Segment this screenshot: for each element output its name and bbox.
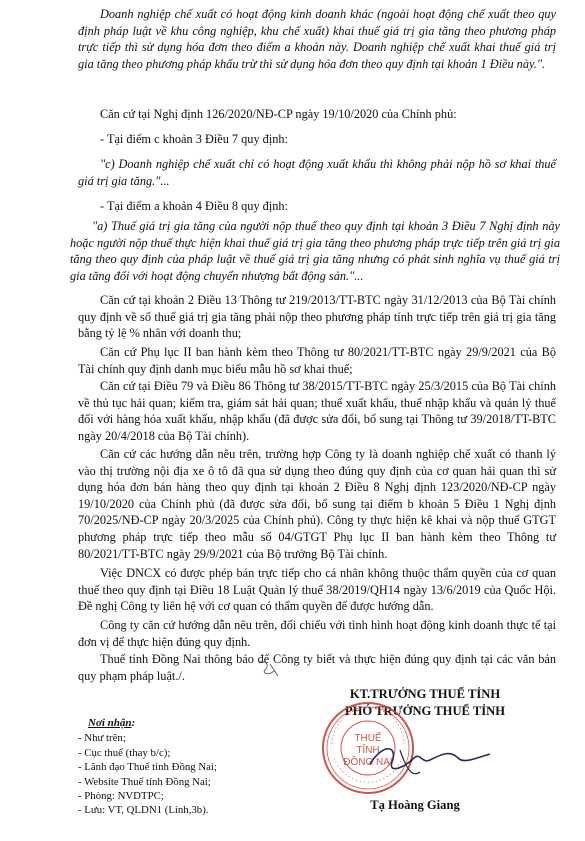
stamp-line1: THUẾ [354,733,382,744]
paragraph-notice: Thuế tỉnh Đồng Nai thông báo để Công ty biết và thực hiện đúng quy định tại các văn bản quy phạm pháp luật./. [78,652,556,683]
recipient-item: - Như trên; [78,732,126,745]
recipient-item: - Lưu: VT, QLDN1 (Linh,3b). [78,804,209,817]
signature-title-line1: KT.TRƯỞNG THUẾ TỈNH [349,687,501,701]
paragraph-appendix-ii: Căn cứ Phụ lục II ban hành kèm theo Thông tư 80/2021/TT-BTC ngày 29/9/2021 của Bộ Tài chính quy định danh mục biểu mẫu hồ sơ khai thuế; [78,345,556,376]
signature-block [290,686,560,816]
stamp-line2: TỈNH [356,745,380,756]
quoted-paragraph-c: "c) Doanh nghiệp chế xuất chỉ có hoạt động xuất khẩu thì không phải nộp hồ sơ khai thuế giá trị gia tăng."... [78,157,556,188]
paragraph-decree-126: Căn cứ tại Nghị định 126/2020/NĐ-CP ngày 19/10/2020 của Chính phủ: [100,107,457,121]
quoted-paragraph-a: "a) Thuế giá trị gia tăng của người nộp thuế theo quy định tại khoản 3 Điều 7 Nghị định này hoặc người nộp thuế thực hiện khai thuế giá trị gia tăng theo phương pháp trực tiếp trên giá trị gia tăng theo quy định của pháp luật về thuế giá trị gia tăng nhưng có phát sinh nghĩa vụ thuế giá trị gia tăng đối với hoạt động chuyển nhượng bất động sản."... [70,219,560,283]
signer-name: Tạ Hoàng Giang [370,798,460,812]
stamp-line3: ĐỒNG NAI [343,757,393,768]
recipient-item: - Lãnh đạo Thuế tỉnh Đồng Nai; [78,761,217,774]
handwritten-signature-icon [360,728,510,788]
recipient-item: - Website Thuế tỉnh Đồng Nai; [78,775,211,788]
recipients-list [78,731,298,817]
recipients-title: Nơi nhận [88,717,132,729]
paragraph-guidance: Căn cứ các hướng dẫn nêu trên, trường hợp Công ty là doanh nghiệp chế xuất có thanh lý vào thị trường nội địa xe ô tô đã qua sử dụng theo đúng quy định của cơ quan hải quan thì sử dụng hóa đơn bán hàng theo quy định tại khoản 2 Điều 8 Nghị định 123/2020/NĐ-CP ngày 19/10/2020 của Chính phủ (đã được sửa đổi, bổ sung tại điểm b khoản 5 Điều 1 Nghị định 70/2025/NĐ-CP ngày 20/3/2025 của Chính phủ). Công ty thực hiện kê khai và nộp thuế GTGT phương pháp trực tiếp theo mẫu số 04/GTGT Phụ lục II ban hành kèm theo Thông tư 80/2021/TT-BTC ngày 29/9/2021 của Bộ trưởng Bộ Tài chính. [78,447,556,561]
paragraph-circular-219: Căn cứ tại khoản 2 Điều 13 Thông tư 219/2013/TT-BTC ngày 31/12/2013 của Bộ Tài chính quy định về số thuế giá trị gia tăng phải nộp theo phương pháp tính trực tiếp trên giá trị gia tăng bằng tỷ lệ % nhân với doanh thu; [78,293,556,341]
signature-title-line2: PHÓ TRƯỞNG THUẾ TỈNH [344,704,506,718]
paragraph-point-c: - Tại điểm c khoản 3 Điều 7 quy định: [100,132,288,146]
recipients-block: Nơi nhận: - Như trên; - Cục thuế (thay b/c); - Lãnh đạo Thuế tỉnh Đồng Nai; - Website Thuế tỉnh Đồng Nai; - Phòng: NVDTPC; - Lưu: VT, QLDN1 (Linh,3b). [78,716,298,818]
initial-mark-icon [256,658,284,680]
paragraph-point-a: - Tại điểm a khoản 4 Điều 8 quy định: [100,199,288,213]
quoted-paragraph-continuation: Doanh nghiệp chế xuất có hoạt động kinh doanh khác (ngoài hoạt động chế xuất theo quy định pháp luật về khu công nghiệp, khu chế xuất) khai thuế giá trị gia tăng theo phương pháp trực tiếp thì sử dụng hóa đơn theo điểm a khoản này. Doanh nghiệp chế xuất khai thuế giá trị gia tăng theo phương pháp khấu trừ thì sử dụng hóa đơn theo quy định tại khoản 1 Điều này.". [78,7,556,71]
paragraph-circular-38: Căn cứ tại Điều 79 và Điều 86 Thông tư 38/2015/TT-BTC ngày 25/3/2015 của Bộ Tài chính về thủ tục hải quan; kiểm tra, giám sát hải quan; thuế xuất khẩu, thuế nhập khẩu và quản lý thuế đối với hàng hóa xuất khẩu, nhập khẩu (đã được sửa đổi, bổ sung tại Thông tư 39/2018/TT-BTC ngày 20/4/2018 của Bộ Tài chính). [78,379,556,443]
paragraph-compliance: Công ty căn cứ hướng dẫn nêu trên, đối chiếu với tình hình hoạt động kinh doanh thực tế tại đơn vị để thực hiện đúng quy định. [78,618,556,649]
recipient-item: - Cục thuế (thay b/c); [78,746,171,759]
recipient-item: - Phòng: NVDTPC; [78,790,164,803]
paragraph-dncx: Việc DNCX có được phép bán trực tiếp cho cá nhân không thuộc thẩm quyền của cơ quan thuế theo quy định tại Điều 18 Luật Quản lý thuế 38/2019/QH14 ngày 13/6/2019 của Quốc Hội. Đề nghị Công ty liên hệ với cơ quan có thẩm quyền để được hướng dẫn. [78,566,556,614]
